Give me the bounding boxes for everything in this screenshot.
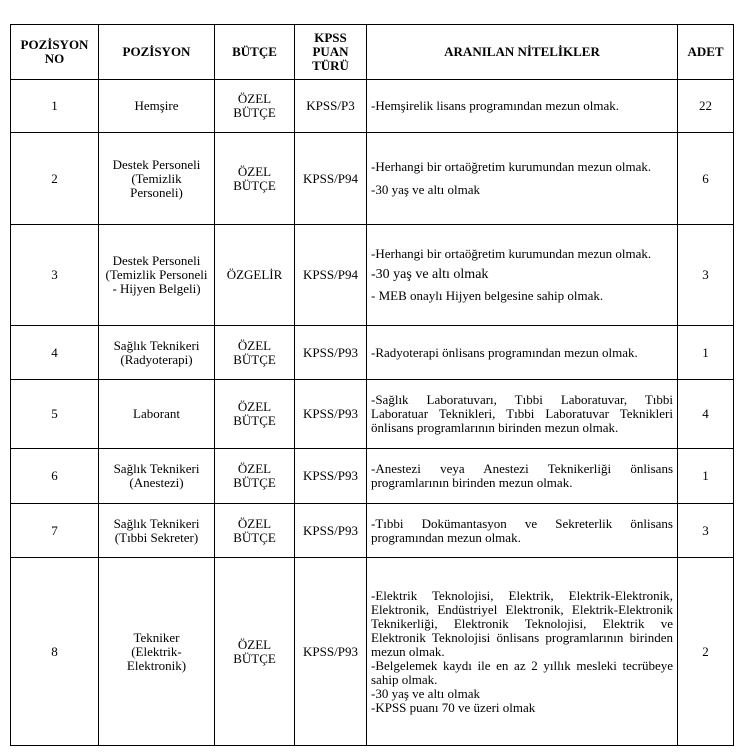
header-row (11, 25, 734, 80)
row-requirements (367, 80, 678, 133)
row-no: 4 (11, 326, 99, 380)
requirement-line: -30 yaş ve altı olmak (371, 685, 481, 701)
requirement-line: -Sağlık Laboratuvarı, Tıbbi Laboratuvar, Tıbbi Laboratuar Teknikleri, Tıbbi Laboratuvar Teknikleri önlisans programlarının birinden mezun olmak. (371, 392, 673, 435)
row-kpss: KPSS/P93 (295, 558, 367, 746)
table-row (11, 225, 734, 326)
requirement-line: -Anestezi veya Anestezi Teknikerliği önlisans programlarının birinden mezun olmak. (371, 461, 673, 490)
requirement-line: -Belgelemek kaydı ile en az 2 yıllık mesleki tecrübeye sahip olmak. (371, 657, 673, 687)
row-requirements (367, 225, 678, 326)
row-requirements (367, 504, 678, 558)
requirement-line: -Elektrik Teknolojisi, Elektrik, Elektrik-Elektronik, Elektronik, Endüstriyel Elektronik, Elektrik-Elektronik Teknikerliği, Elektronik Teknolojisi, Elektrik ve Elektronik Teknolojisi önlisans programlarının birinden mezun olmak. (371, 587, 673, 659)
row-position: Sağlık Teknikeri (Tıbbi Sekreter) (99, 504, 215, 558)
row-budget: ÖZEL BÜTÇE (215, 558, 295, 746)
row-no: 7 (11, 504, 99, 558)
row-count: 4 (678, 380, 734, 449)
row-count: 1 (678, 449, 734, 504)
row-no: 3 (11, 225, 99, 326)
requirement-line: -30 yaş ve altı olmak (371, 182, 481, 197)
row-no: 6 (11, 449, 99, 504)
row-count: 1 (678, 326, 734, 380)
row-position: Sağlık Teknikeri (Radyoterapi) (99, 326, 215, 380)
table-row (11, 449, 734, 504)
row-count: 22 (678, 80, 734, 133)
requirement-line: -30 yaş ve altı olmak (371, 267, 489, 282)
row-no: 1 (11, 80, 99, 133)
table-row (11, 380, 734, 449)
row-requirements (367, 133, 678, 225)
table-row (11, 558, 734, 746)
row-kpss: KPSS/P94 (295, 133, 367, 225)
row-kpss: KPSS/P93 (295, 504, 367, 558)
requirement-line: -Herhangi bir ortaöğretim kurumundan mezun olmak. (371, 246, 652, 261)
header-count: ADET (678, 25, 734, 80)
requirement-line: -Hemşirelik lisans programından mezun olmak. (371, 98, 620, 113)
row-position: Sağlık Teknikeri (Anestezi) (99, 449, 215, 504)
row-no: 5 (11, 380, 99, 449)
requirement-line: -Herhangi bir ortaöğretim kurumundan mezun olmak. (371, 159, 652, 174)
row-count: 3 (678, 225, 734, 326)
header-kpss: KPSS PUAN TÜRÜ (295, 25, 367, 80)
row-budget: ÖZEL BÜTÇE (215, 504, 295, 558)
row-budget: ÖZEL BÜTÇE (215, 80, 295, 133)
row-requirements (367, 558, 678, 746)
table-row (11, 504, 734, 558)
row-kpss: KPSS/P93 (295, 326, 367, 380)
table-row (11, 326, 734, 380)
row-kpss: KPSS/P3 (295, 80, 367, 133)
row-position: Destek Personeli (Temizlik Personeli) (99, 133, 215, 225)
row-requirements (367, 380, 678, 449)
row-count: 6 (678, 133, 734, 225)
row-position: Hemşire (99, 80, 215, 133)
row-kpss: KPSS/P94 (295, 225, 367, 326)
table-row (11, 133, 734, 225)
row-requirements (367, 326, 678, 380)
requirement-line: -Tıbbi Dokümantasyon ve Sekreterlik önlisans programından mezun olmak. (371, 515, 673, 545)
table-row (11, 80, 734, 133)
requirement-line: - MEB onaylı Hijyen belgesine sahip olmak. (371, 288, 604, 303)
header-no: POZİSYON NO (11, 25, 99, 80)
row-budget: ÖZEL BÜTÇE (215, 449, 295, 504)
header-requirements: ARANILAN NİTELİKLER (367, 25, 678, 80)
row-no: 8 (11, 558, 99, 746)
row-budget: ÖZEL BÜTÇE (215, 133, 295, 225)
row-position: Destek Personeli (Temizlik Personeli - Hijyen Belgeli) (99, 225, 215, 326)
row-position: Laborant (99, 380, 215, 449)
row-count: 2 (678, 558, 734, 746)
row-kpss: KPSS/P93 (295, 449, 367, 504)
header-position: POZİSYON (99, 25, 215, 80)
row-budget: ÖZEL BÜTÇE (215, 326, 295, 380)
header-budget: BÜTÇE (215, 25, 295, 80)
row-count: 3 (678, 504, 734, 558)
row-position: Tekniker (Elektrik-Elektronik) (99, 558, 215, 746)
row-no: 2 (11, 133, 99, 225)
row-budget: ÖZGELİR (215, 225, 295, 326)
positions-table (10, 24, 734, 746)
row-budget: ÖZEL BÜTÇE (215, 380, 295, 449)
requirement-line: -KPSS puanı 70 ve üzeri olmak (371, 699, 536, 715)
row-requirements (367, 449, 678, 504)
row-kpss: KPSS/P93 (295, 380, 367, 449)
requirement-line: -Radyoterapi önlisans programından mezun olmak. (371, 344, 638, 360)
